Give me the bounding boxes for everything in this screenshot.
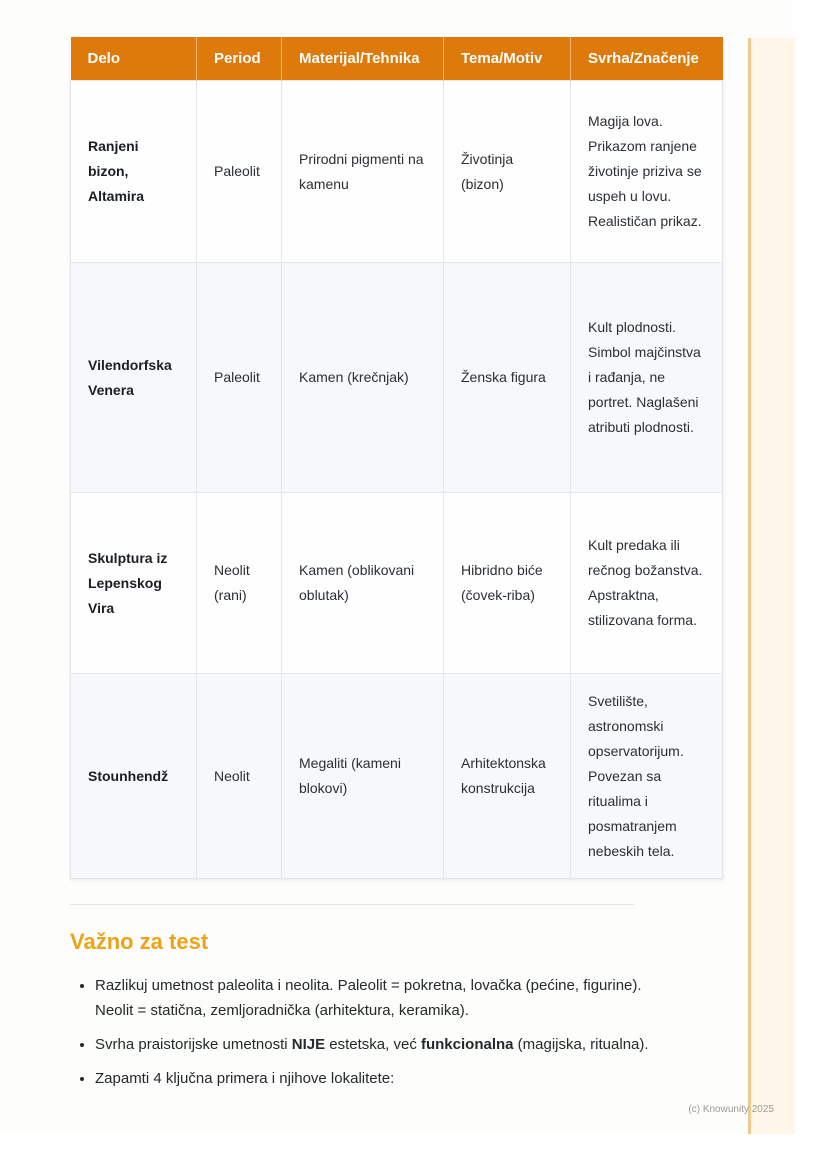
note-text: (magijska, ritualna).: [513, 1036, 649, 1053]
table-header-row: [71, 37, 723, 81]
cell-theme: Ženska figura: [444, 263, 571, 493]
cell-purpose: Magija lova. Prikazom ranjene životinje priziva se uspeh u lovu. Realističan prikaz.: [571, 81, 723, 263]
cell-purpose: Kult plodnosti. Simbol majčinstva i rađanja, ne portret. Naglašeni atributi plodnosti.: [571, 263, 723, 493]
list-item: [95, 1032, 665, 1057]
notes-list: [70, 973, 665, 1100]
cell-theme: Arhitektonska konstrukcija: [444, 674, 571, 879]
header-period: Period: [197, 37, 282, 81]
cell-theme: Životinja (bizon): [444, 81, 571, 263]
cell-purpose: Kult predaka ili rečnog božanstva. Apstraktna, stilizovana forma.: [571, 493, 723, 674]
section-divider: [70, 904, 634, 905]
note-text: estetska, već: [325, 1036, 421, 1053]
table-row: [71, 674, 723, 879]
cell-period: Neolit: [197, 674, 282, 879]
cell-theme: Hibridno biće (čovek-riba): [444, 493, 571, 674]
cell-work: Stounhendž: [71, 674, 197, 879]
table-row: [71, 493, 723, 674]
cell-period: Paleolit: [197, 263, 282, 493]
header-work: Delo: [71, 37, 197, 81]
side-panel: [748, 38, 795, 1134]
note-text: Zapamti 4 ključna primera i njihove lokalitete:: [95, 1070, 395, 1087]
copyright-footer: (c) Knowunity 2025: [688, 1104, 774, 1115]
note-text: Svrha praistorijske umetnosti: [95, 1036, 292, 1053]
cell-material: Kamen (krečnjak): [282, 263, 444, 493]
note-text: Razlikuj umetnost paleolita i neolita. Paleolit = pokretna, lovačka (pećine, figurine). Neolit = statična, zemljoradnička (arhitektura, keramika).: [95, 977, 642, 1019]
cell-period: Neolit (rani): [197, 493, 282, 674]
cell-material: Megaliti (kameni blokovi): [282, 674, 444, 879]
cell-period: Paleolit: [197, 81, 282, 263]
cell-material: Kamen (oblikovani oblutak): [282, 493, 444, 674]
cell-work: Skulptura iz Lepenskog Vira: [71, 493, 197, 674]
art-works-table: [70, 37, 723, 879]
header-theme: Tema/Motiv: [444, 37, 571, 81]
note-emphasis: funkcionalna: [420, 1036, 514, 1053]
cell-purpose: Svetilište, astronomski opservatorijum. Povezan sa ritualima i posmatranjem nebeskih tela.: [571, 674, 723, 879]
header-purpose: Svrha/Značenje: [571, 37, 723, 81]
section-title: Važno za test: [70, 929, 209, 954]
cell-work: Vilendorfska Venera: [71, 263, 197, 493]
list-item: [95, 973, 665, 1023]
cell-work: Ranjeni bizon, Altamira: [71, 81, 197, 263]
table-row: [71, 81, 723, 263]
cell-material: Prirodni pigmenti na kamenu: [282, 81, 444, 263]
note-emphasis: NIJE: [291, 1036, 326, 1053]
list-item: [95, 1066, 665, 1091]
header-material: Materijal/Tehnika: [282, 37, 444, 81]
table-row: [71, 263, 723, 493]
